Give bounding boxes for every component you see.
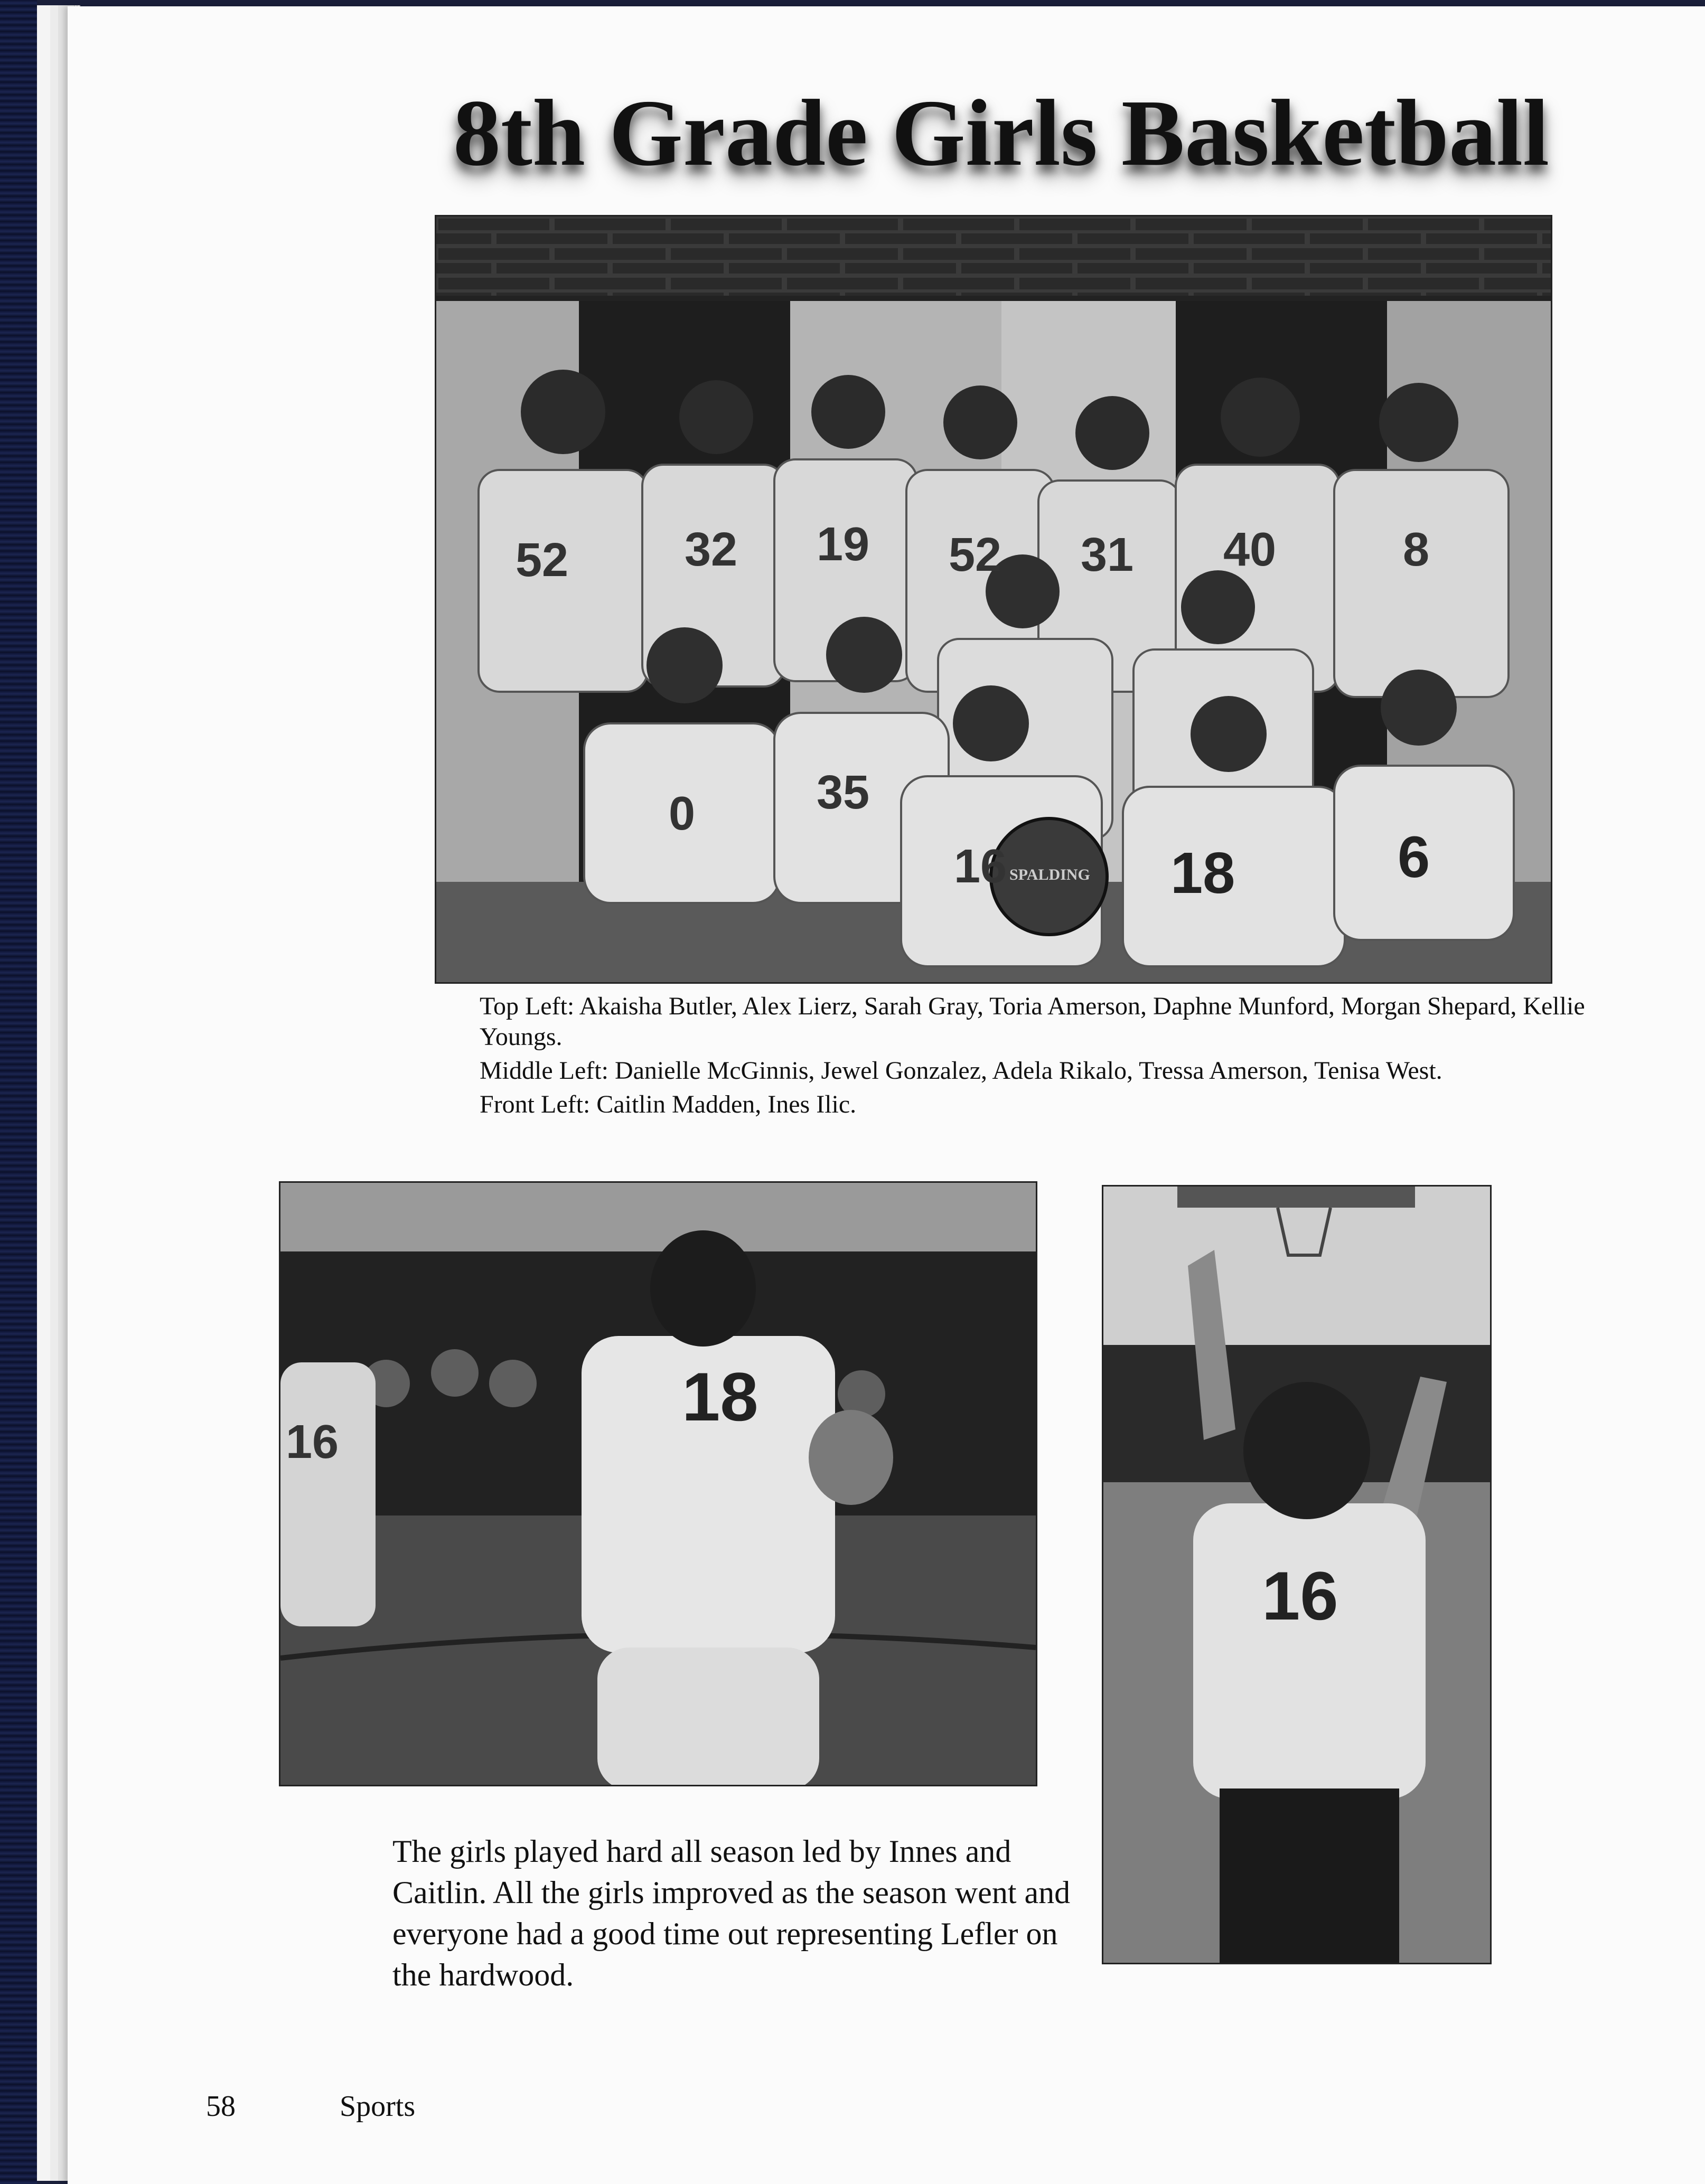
jersey-number: 32 (685, 523, 738, 576)
yearbook-page (68, 6, 1705, 2184)
jersey-number: 52 (516, 534, 569, 587)
caption-top-row: Top Left: Akaisha Butler, Alex Lierz, Sarah Gray, Toria Amerson, Daphne Munford, Morgan Shepard, Kellie Youngs. (480, 992, 1585, 1051)
jersey-number: 16 (286, 1416, 339, 1468)
team-photo (435, 215, 1552, 984)
shot-photo (1102, 1185, 1492, 1964)
jersey-number: 16 (1262, 1557, 1338, 1634)
season-summary-text: The girls played hard all season led by Innes and Caitlin. All the girls improved as the season went and everyone had a good time out representing Lefler on the hardwood. (392, 1834, 1071, 1992)
action-photo (279, 1181, 1037, 1786)
ball-logo: SPALDING (1009, 866, 1090, 883)
section-name: Sports (340, 2090, 416, 2123)
jersey-number: 35 (817, 766, 870, 819)
jersey-number: 19 (817, 518, 870, 571)
jersey-number: 16 (954, 840, 1007, 893)
action-photo-image (280, 1183, 1036, 1785)
caption-front-row: Front Left: Caitlin Madden, Ines Ilic. (480, 1090, 857, 1118)
caption-middle-row: Middle Left: Danielle McGinnis, Jewel Gonzalez, Adela Rikalo, Tressa Amerson, Tenisa West. (480, 1057, 1442, 1085)
season-summary (392, 1831, 1079, 1995)
jersey-number: 31 (1081, 529, 1134, 581)
jersey-number: 0 (669, 787, 696, 840)
jersey-number: 6 (1398, 825, 1430, 890)
scanner-background (0, 0, 37, 2184)
page-number: 58 (206, 2090, 236, 2123)
jersey-number: 18 (1170, 841, 1235, 906)
jersey-number: 18 (682, 1358, 758, 1435)
jersey-number: 8 (1403, 523, 1430, 576)
jersey-number: 52 (949, 529, 1002, 581)
page-title: 8th Grade Girls Basketball (453, 80, 1550, 185)
jersey-number: 40 (1223, 523, 1277, 576)
team-photo-caption (480, 991, 1615, 1123)
